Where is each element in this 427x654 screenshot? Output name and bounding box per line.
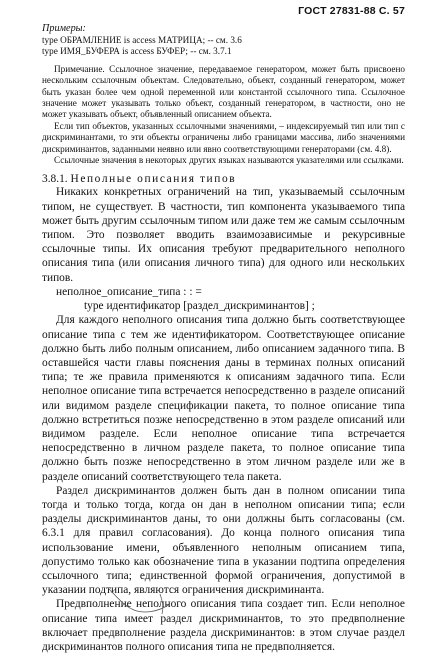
example-line-1: type ОБРАМЛЕНИЕ is access МАТРИЦА; -- см. 3.6 [42, 35, 242, 45]
note-paragraph-2: Если тип объектов, указанных ссылочными значениями, – индексируемый тип или тип с дискриминантами, то эти объекты ограничены либо границами массива, либо значениями дискриминантов, заданными неявно или явно соответствующими генераторами (см. 4.8). [42, 120, 405, 154]
section-title: Неполные описания типов [70, 173, 237, 186]
handwritten-mark [100, 580, 190, 620]
body-paragraph-3: Раздел дискриминантов должен быть дан в полном описании типа тогда и только тогда, когда он дан в неполном описании типа; если разделы дискриминантов даны, то они должны быть согласованы (см. 6.3.1 для правил согласования). До конца полного описания типа использование имени, объявленного неполным описанием типа, допустимо только как обозначение типа в указании подтипа определения ссылочного типа; единственной формой ограничения, допустимой в указании подтипа, являются ограничения дискриминанта. [42, 484, 405, 597]
example-line-2: type ИМЯ_БУФЕРА is access БУФЕР; -- см. 3.7.1 [42, 46, 232, 57]
note-paragraph-3: Ссылочные значения в некоторых других языках называются указателями или ссылками. [54, 155, 404, 166]
syntax-head: неполное_описание_типа : : = [56, 285, 202, 298]
body-paragraph-4: Предвполнение неполного описания типа создает тип. Если неполное описание типа имеет раздел дискриминантов, то это предвполнение включает предвполнение раздела дискриминантов: в этом случае раздел дискриминантов полного описания типа не предвполняется. [42, 598, 405, 653]
syntax-body: type идентификатор [раздел_дискриминантов] ; [84, 300, 315, 313]
body-paragraph-1: Никаких конкретных ограничений на тип, указываемый ссылочным типом, не существует. В частности, тип компонента указываемого типа может быть другим ссылочным типом или даже тем же самым ссылочным типом. Это позволяет вводить взаимозависимые и рекурсивные ссылочные типы. Их описания требуют предварительного неполного описания типа (или описания личного типа) для одного или нескольких типов. [42, 186, 405, 284]
body-paragraph-2: Для каждого неполного описания типа должно быть соответствующее описание типа с тем же идентификатором. Соответствующее описание должно быть либо полным описанием, либо описанием задачного типа. В оставшейся части главы пояснения даны в терминах полных описаний типа; те же правила применяются к описаниям задачного типа. Если неполное описание типа встречается непосредственно в разделе описаний или видимом разделе спецификации пакета, то полное описание типа должно встретиться позже непосредственно в этом разделе описаний или видимом разделе. Если неполное описание типа встречается непосредственно в личном разделе пакета, то полное описание типа должно быть позже непосредственно в этом личном разделе или же в разделе описаний соответствующего тела пакета. [42, 314, 405, 483]
note-paragraph-1: Примечание. Ссылочное значение, передаваемое генератором, может быть присвоено нескольким ссылочным объектам. Следовательно, объект, созданный генератором, может быть указан более чем одной переменной или константой ссылочного типа. Ссылочное значение может указывать только объект, созданный генератором, в частности, оно не может указывать объект, объявленный описанием объекта. [42, 63, 405, 120]
section-heading [42, 173, 405, 185]
examples-title: Примеры: [42, 23, 86, 34]
section-number: 3.8.1. [42, 173, 68, 186]
page-header: ГОСТ 27831-88 С. 57 [298, 5, 405, 17]
